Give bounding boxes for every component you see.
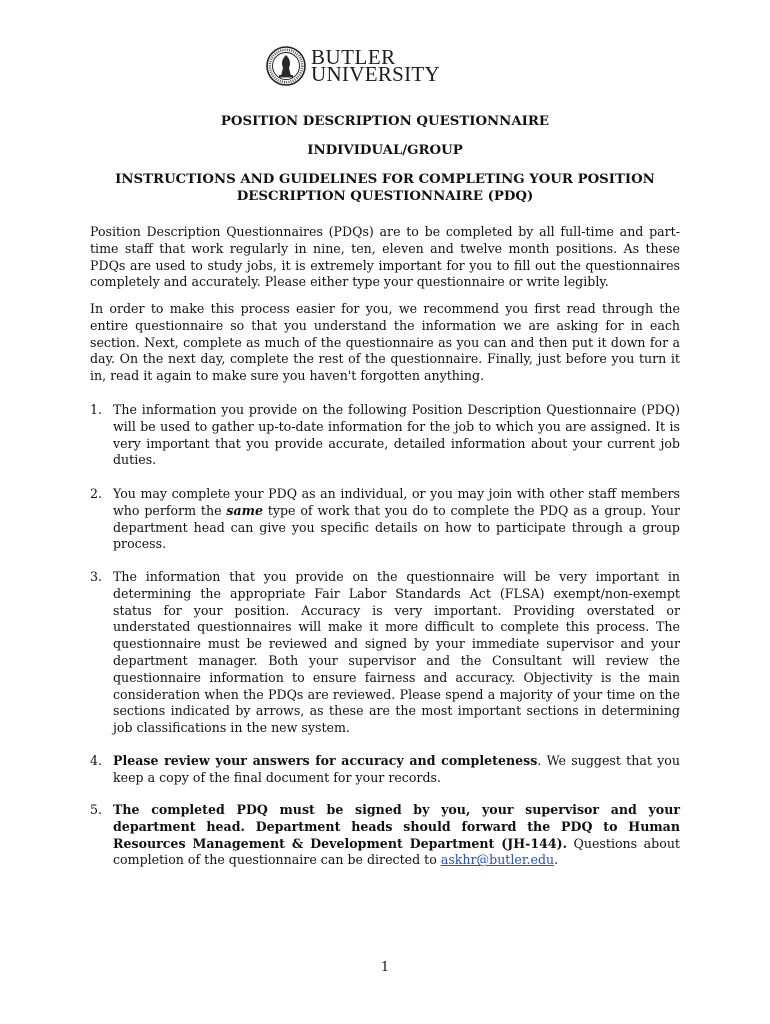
intro-paragraph-2: [90, 301, 680, 385]
list-item-text: . We suggest that you keep a copy of the final document for your records.: [113, 753, 680, 785]
askhr-email-link[interactable]: askhr@butler.edu: [440, 852, 555, 868]
list-item-text: You may complete your PDQ as an individual, or you may join with other staff members who perform the: [113, 486, 680, 518]
page-number: 1: [380, 960, 390, 975]
instruction-list: [90, 402, 680, 469]
list-number: 3.: [90, 569, 103, 584]
list-number: 2.: [90, 486, 103, 501]
intro-text-1: Position Description Questionnaires (PDQs) are to be completed by all full-time and part-time staff that work regularly in nine, ten, eleven and twelve month positions. As these PDQs are used to study jobs, it is extremely important for you to fill out the questionnaires completely and accurately. Please either type your questionnaire or write legibly.: [90, 224, 680, 290]
list-item-text: Questions about completion of the questionnaire can be directed to: [113, 835, 680, 868]
butler-university-logo: [266, 46, 440, 86]
instruction-list: [90, 486, 680, 553]
list-item-1: [90, 402, 680, 469]
instruction-list: [90, 569, 680, 737]
list-item-bold-text: The completed PDQ must be signed by you, your supervisor and your department head. Department heads should forward the PDQ to Human Resources Management & Development Department (JH-144).: [113, 802, 680, 851]
list-number: 1.: [90, 402, 103, 417]
emphasis-same: same: [226, 502, 263, 518]
logo-wordmark: [311, 45, 440, 86]
list-item-5: [90, 802, 680, 869]
logo-line-university: UNIVERSITY: [311, 62, 440, 86]
list-number: 5.: [90, 802, 103, 817]
document-subtitle: INDIVIDUAL/GROUP: [307, 143, 463, 158]
intro-text-2: In order to make this process easier for you, we recommend you first read through the entire questionnaire so that you understand the information we are asking for in each section. Next, complete as much of the questionnaire as you can and then put it down for a day. On the next day, complete the rest of the questionnaire. Finally, just before you turn it in, read it again to make sure you haven't forgotten anything.: [90, 301, 680, 384]
intro-paragraph-1: [90, 224, 680, 291]
list-item-end: .: [554, 852, 559, 868]
list-item-2: [90, 486, 680, 553]
list-item-4: [90, 753, 680, 787]
document-title: POSITION DESCRIPTION QUESTIONNAIRE: [220, 114, 550, 129]
logo-line-butler: BUTLER: [311, 45, 396, 69]
list-item-text: type of work that you do to complete the PDQ as a group. Your department head can give you specific details on how to participate through a group process.: [113, 502, 680, 552]
list-item-text: The information you provide on the following Position Description Questionnaire (PDQ) will be used to gather up-to-date information for the job to which you are assigned. It is very important that you provide accurate, detailed information about your current job duties.: [113, 402, 680, 468]
list-item-3: [90, 569, 680, 737]
list-item-text: The information that you provide on the questionnaire will be very important in determining the appropriate Fair Labor Standards Act (FLSA) exempt/non-exempt status for your position. Accuracy is very important. Providing overstated or understated questionnaires will make it more difficult to complete this process. The questionnaire must be reviewed and signed by your immediate supervisor and your department manager. Both your supervisor and the Consultant will review the questionnaire information to ensure fairness and accuracy. Objectivity is the main consideration when the PDQs are reviewed. Please spend a majority of your time on the sections indicated by arrows, as these are the most important sections in determining job classifications in the new system.: [113, 569, 680, 736]
instructions-heading: INSTRUCTIONS AND GUIDELINES FOR COMPLETING YOUR POSITION DESCRIPTION QUESTIONNAIRE (PDQ): [115, 172, 655, 204]
instruction-list: [90, 753, 680, 787]
list-number: 4.: [90, 753, 103, 768]
university-seal-icon: [266, 46, 306, 86]
list-item-bold-text: Please review your answers for accuracy and completeness: [113, 753, 538, 768]
instruction-list: [90, 802, 680, 869]
